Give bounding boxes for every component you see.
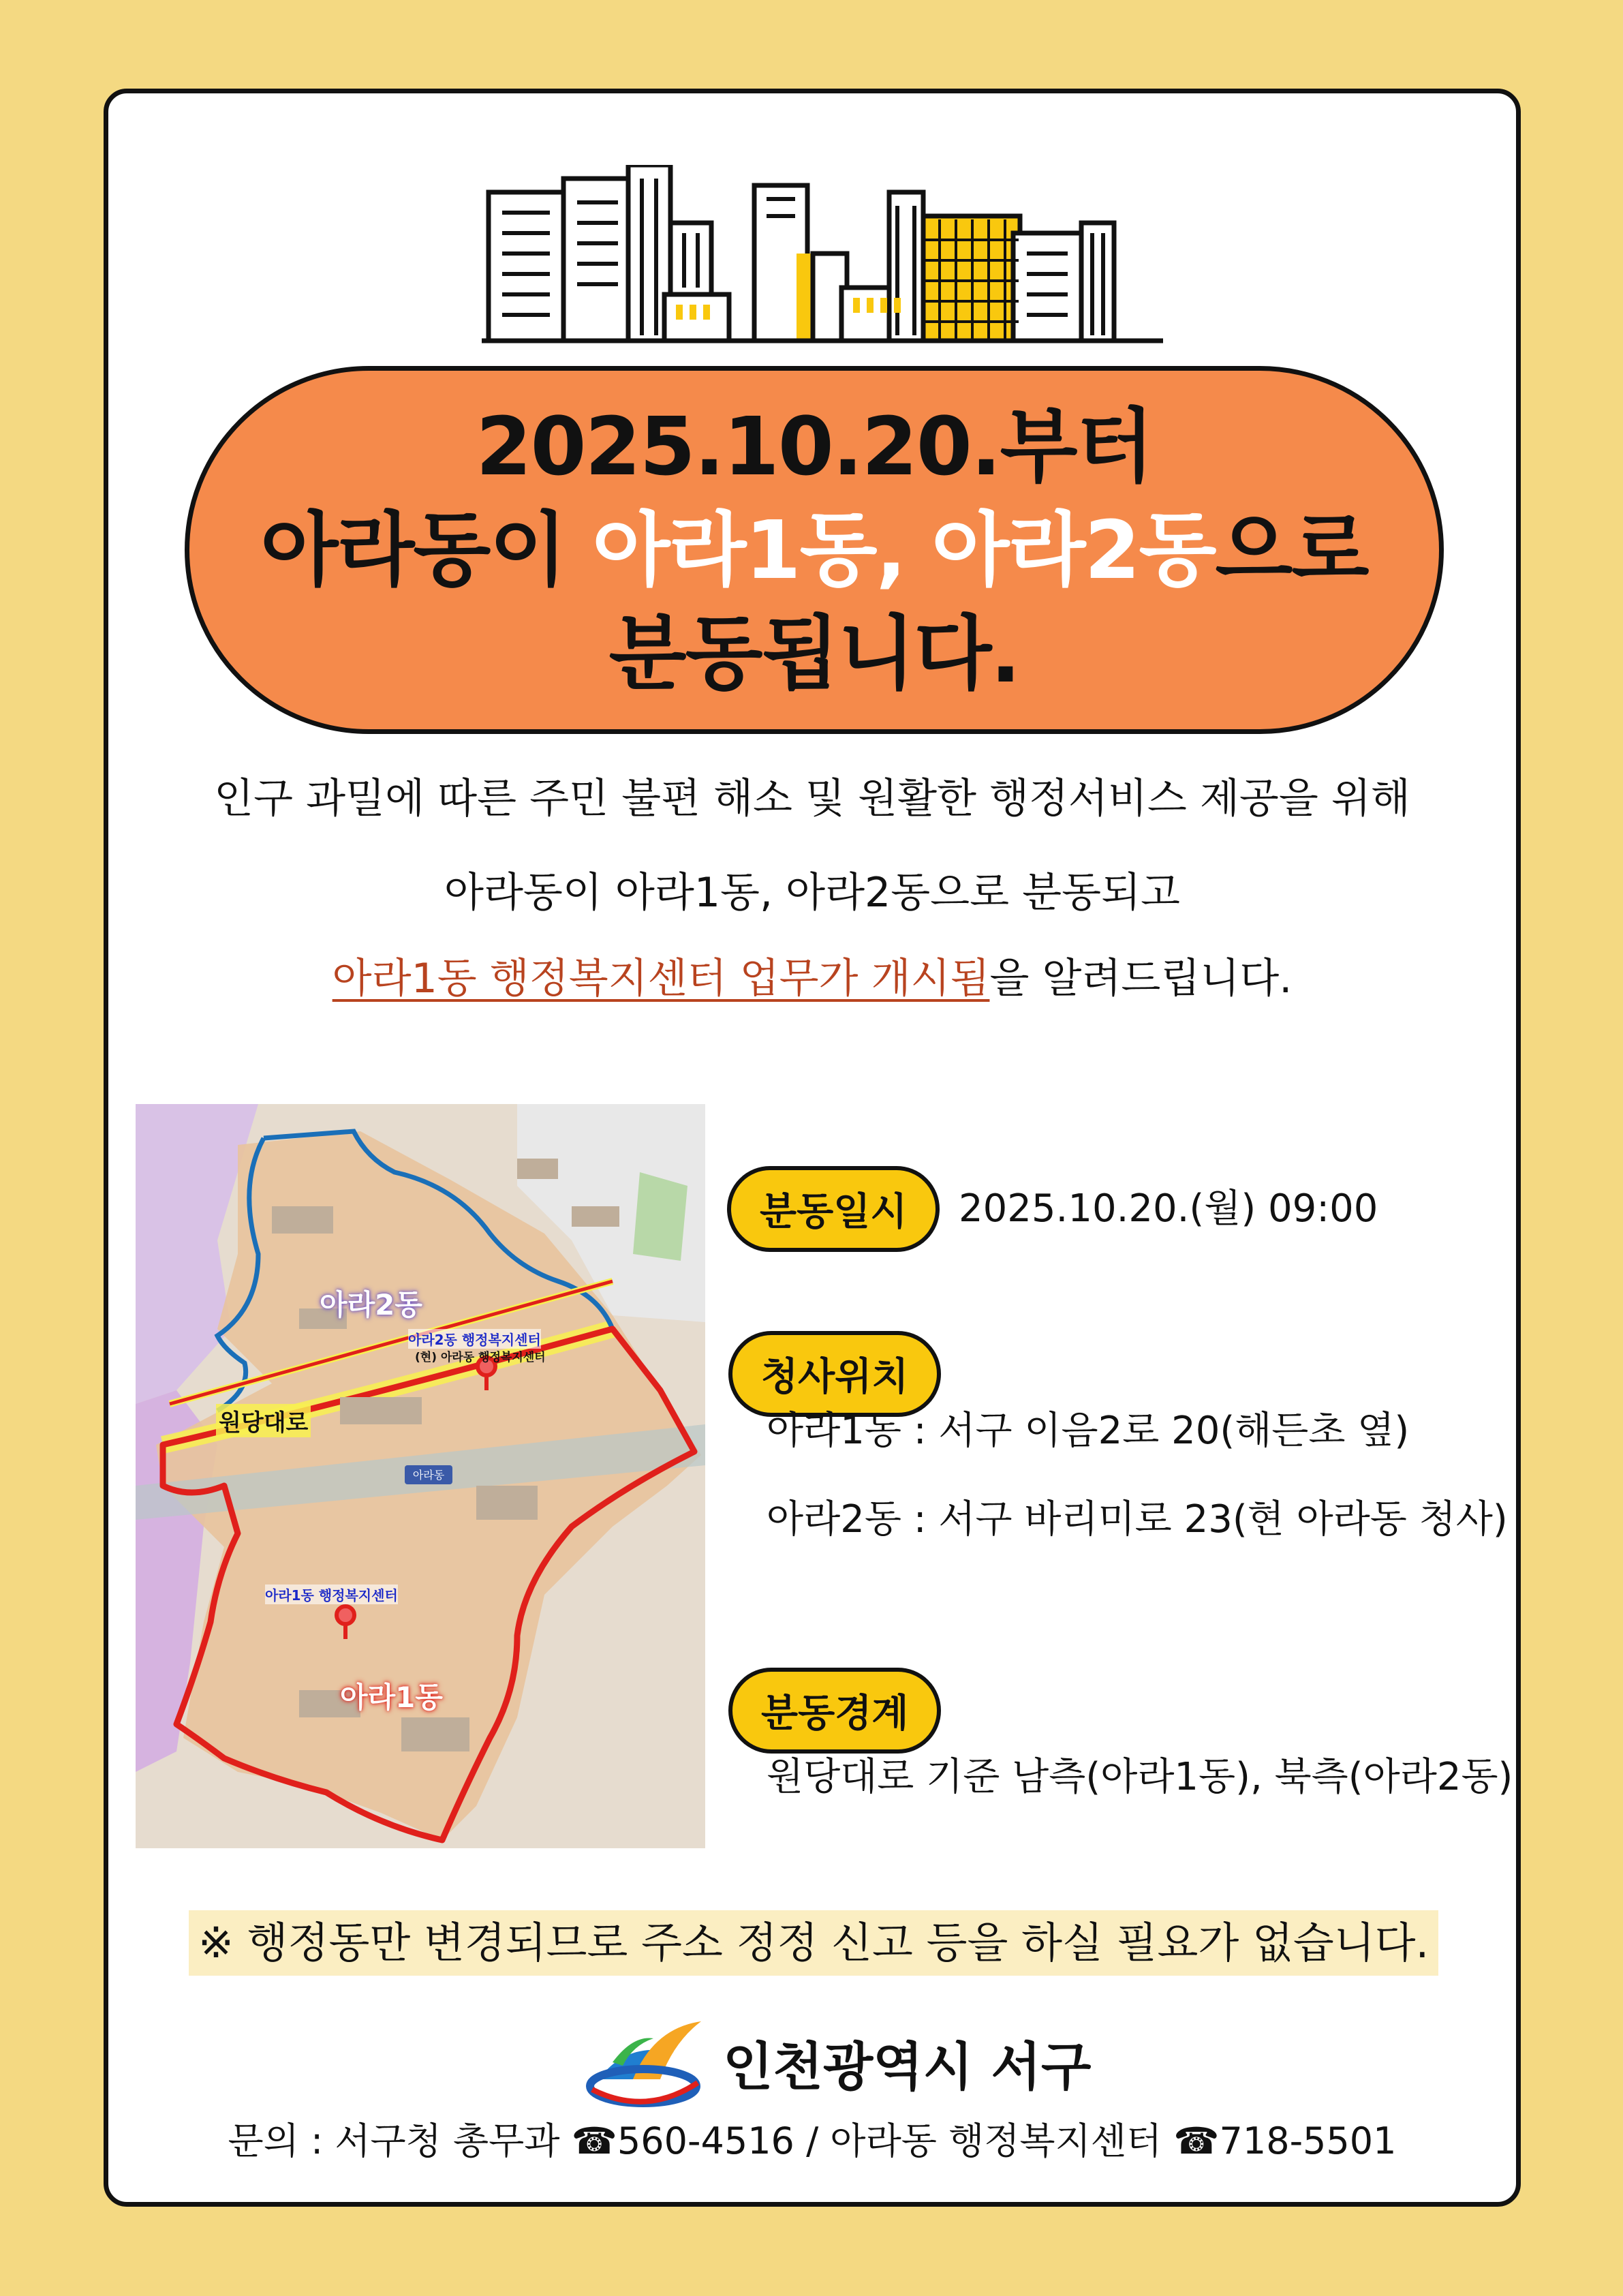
location-ara2: 아라2동 : 서구 바리미로 23(현 아라동 청사) (767, 1497, 1508, 1542)
seogu-logo (585, 2011, 1091, 2113)
headline-subject-suffix: 으로 (1215, 503, 1368, 597)
intro-rest: 을 알려드립니다. (989, 955, 1293, 1002)
map-center2-current-label: (현) 아라동 행정복지센터 (415, 1351, 546, 1364)
map-label-road: 원당대로 (216, 1404, 311, 1437)
date-value: 2025.10.20.(월) 09:00 (959, 1187, 1378, 1231)
notice-card (104, 89, 1521, 2207)
intro-line-1: 인구 과밀에 따른 주민 불편 해소 및 원활한 행정서비스 제공을 위해 (214, 775, 1410, 823)
district-map (136, 1104, 705, 1848)
boundary-value: 원당대로 기준 남측(아라1동), 북측(아라2동) (767, 1755, 1513, 1799)
location-badge: 청사위치 (728, 1331, 941, 1417)
headline-subject-prefix: 아라동이 (260, 503, 593, 597)
road-sign-label: 아라동 (412, 1469, 445, 1482)
map-center1-label: 아라1동 행정복지센터 (265, 1585, 398, 1604)
headline-subject (260, 498, 1367, 602)
headline-date: 2025.10.20.부터 (476, 399, 1153, 493)
city-skyline-illustration (482, 165, 1163, 346)
boundary-badge: 분동경계 (728, 1668, 941, 1754)
intro-highlight: 아라1동 행정복지센터 업무가 개시됨 (332, 955, 990, 1002)
intro-line-3 (108, 955, 1516, 1002)
map-label-ara1: 아라1동 (340, 1681, 443, 1714)
headline-banner (185, 366, 1444, 734)
seogu-logo-text: 인천광역시 서구 (723, 2036, 1092, 2097)
date-badge: 분동일시 (727, 1166, 940, 1252)
address-notice: ※ 행정동만 변경되므로 주소 정정 신고 등을 하실 필요가 없습니다. (189, 1910, 1438, 1976)
headline-action: 분동됩니다. (608, 607, 1020, 701)
district-map-graphic (136, 1104, 705, 1848)
map-label-ara2: 아라2동 (320, 1288, 422, 1321)
seogu-emblem-icon (585, 2015, 708, 2110)
intro-line-2: 아라동이 아라1동, 아라2동으로 분동되고 (444, 869, 1180, 917)
contact-info: 문의 : 서구청 총무과 ☎560-4516 / 아라동 행정복지센터 ☎718-5501 (228, 2119, 1397, 2162)
map-center2-label: 아라2동 행정복지센터 (408, 1329, 541, 1349)
location-ara1: 아라1동 : 서구 이음2로 20(해든초 옆) (767, 1409, 1410, 1453)
headline-new-districts: 아라1동, 아라2동 (592, 503, 1216, 597)
